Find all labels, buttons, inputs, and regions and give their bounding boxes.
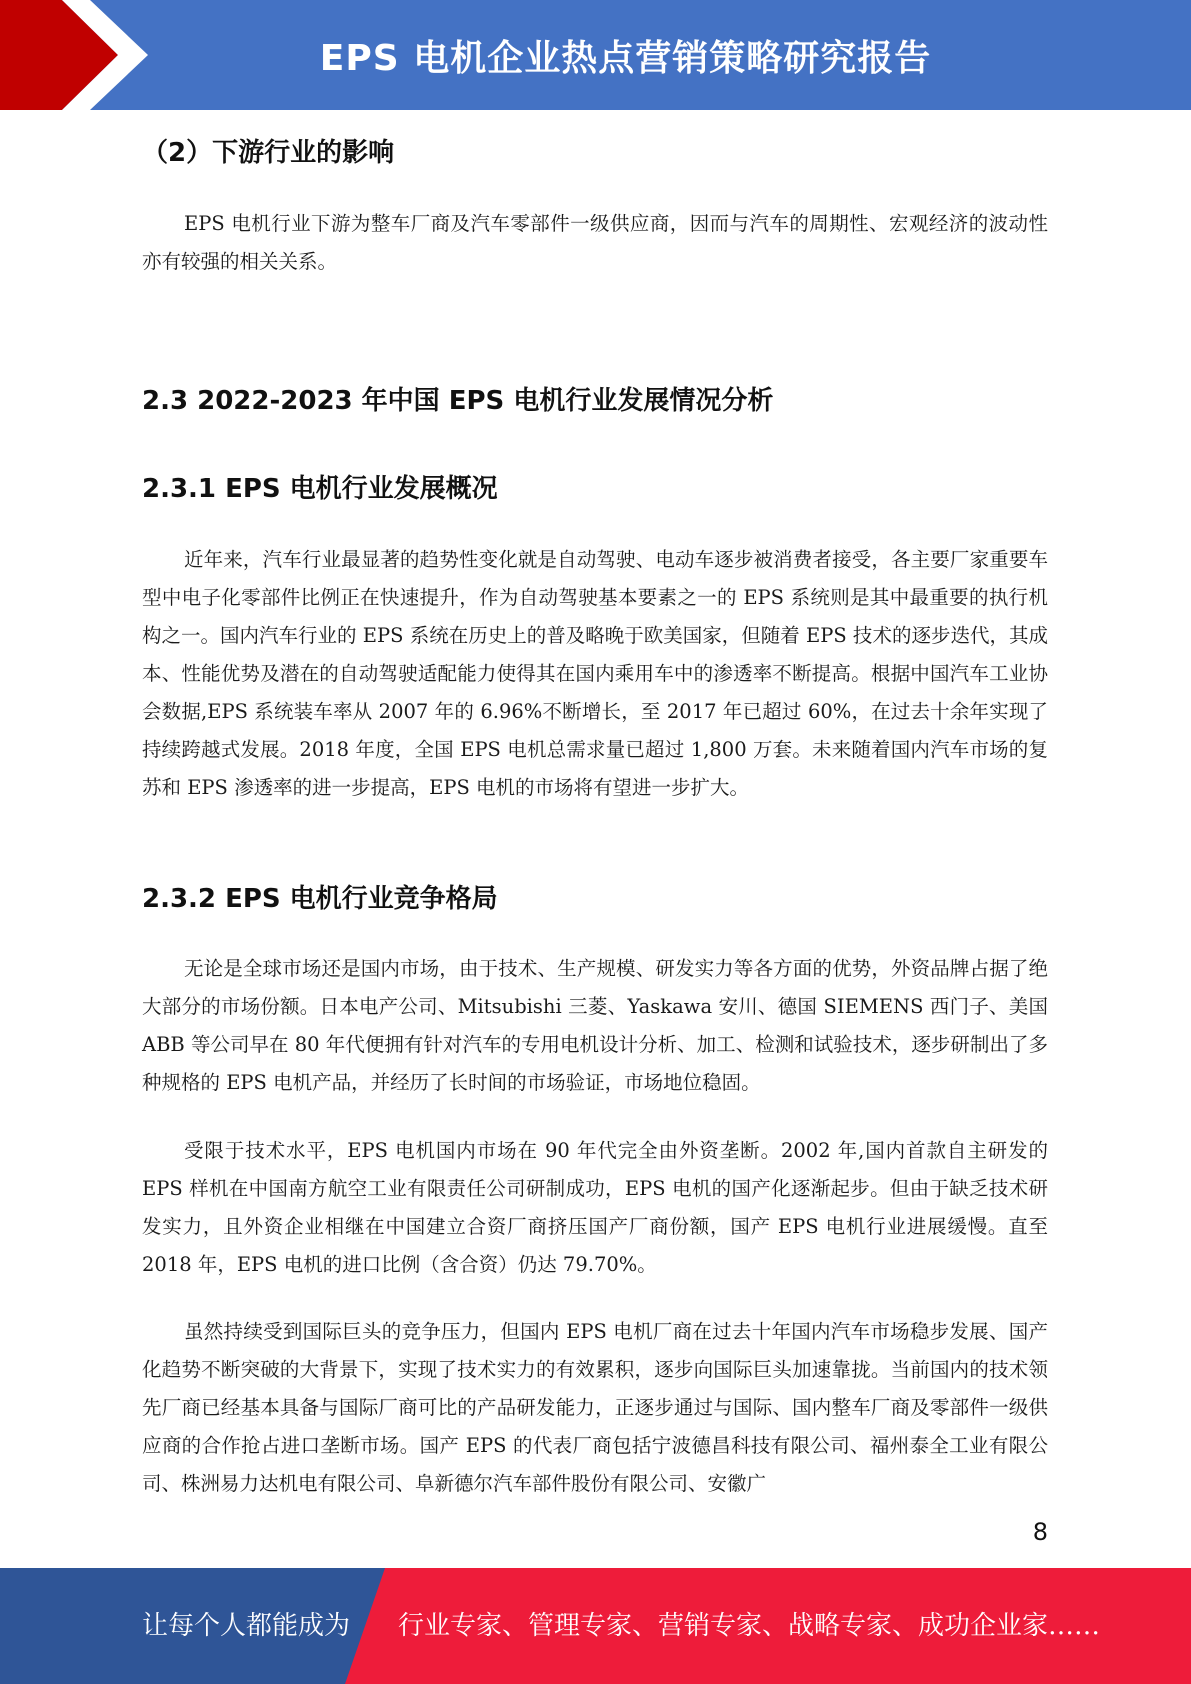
paragraph-competition-3: 虽然持续受到国际巨头的竞争压力，但国内 EPS 电机厂商在过去十年国内汽车市场稳步发展、国产化趋势不断突破的大背景下，实现了技术实力的有效累积，逐步向国际巨头加速靠拢。当前国内的技术领先厂商已经基本具备与国际厂商可比的产品研发能力，正逐步通过与国际、国内整车厂商及零部件一级供应商的合作抢占进口垄断市场。国产 EPS 的代表厂商包括宁波德昌科技有限公司、福州泰全工业有限公司、株洲易力达机电有限公司、阜新德尔汽车部件股份有限公司、安徽广 — [142, 1320, 1048, 1495]
paragraph-development-overview: 近年来，汽车行业最显著的趋势性变化就是自动驾驶、电动车逐步被消费者接受，各主要厂家重要车型中电子化零部件比例正在快速提升，作为自动驾驶基本要素之一的 EPS 系统则是其中最重要的执行机构之一。国内汽车行业的 EPS 系统在历史上的普及略晚于欧美国家，但随着 EPS 技术的逐步迭代，其成本、性能优势及潜在的自动驾驶适配能力使得其在国内乘用车中的渗透率不断提高。根据中国汽车工业协会数据,EPS 系统装车率从 2007 年的 6.96%不断增长，至 2017 年已超过 60%，在过去十余年实现了持续跨越式发展。2018 年度，全国 EPS 电机总需求量已超过 1,800 万套。未来随着国内汽车市场的复苏和 EPS 渗透率的进一步提高，EPS 电机的市场将有望进一步扩大。 — [142, 548, 1048, 799]
footer-slogan-right: 行业专家、管理专家、营销专家、战略专家、成功企业家…… — [398, 1611, 1101, 1641]
section-heading-2-3-2: 2.3.2 EPS 电机行业竞争格局 — [142, 884, 498, 914]
subsection-heading-downstream: （2）下游行业的影响 — [142, 138, 395, 168]
page-header — [0, 0, 1191, 110]
page-number: 8 — [1032, 1518, 1048, 1546]
paragraph-competition-2: 受限于技术水平，EPS 电机国内市场在 90 年代完全由外资垄断。2002 年,国内首款自主研发的 EPS 样机在中国南方航空工业有限责任公司研制成功，EPS 电机的国产化逐渐起步。但由于缺乏技术研发实力，且外资企业相继在中国建立合资厂商挤压国产厂商份额，国产 EPS 电机行业进展缓慢。直至 2018 年，EPS 电机的进口比例（含合资）仍达 79.70%。 — [142, 1139, 1048, 1276]
footer-slogan-left: 让每个人都能成为 — [142, 1611, 351, 1641]
section-heading-2-3-1: 2.3.1 EPS 电机行业发展概况 — [142, 474, 498, 504]
section-heading-2-3: 2.3 2022-2023 年中国 EPS 电机行业发展情况分析 — [142, 386, 774, 416]
paragraph-competition-1: 无论是全球市场还是国内市场，由于技术、生产规模、研发实力等各方面的优势，外资品牌占据了绝大部分的市场份额。日本电产公司、Mitsubishi 三菱、Yaskawa 安川、德国 SIEMENS 西门子、美国 ABB 等公司早在 80 年代便拥有针对汽车的专用电机设计分析、加工、检测和试验技术，逐步研制出了多种规格的 EPS 电机产品，并经历了长时间的市场验证，市场地位稳固。 — [142, 957, 1048, 1094]
paragraph-downstream: EPS 电机行业下游为整车厂商及汽车零部件一级供应商，因而与汽车的周期性、宏观经济的波动性亦有较强的相关关系。 — [142, 212, 1048, 273]
page-footer — [0, 1568, 1191, 1684]
document-title: EPS 电机企业热点营销策略研究报告 — [319, 37, 932, 79]
